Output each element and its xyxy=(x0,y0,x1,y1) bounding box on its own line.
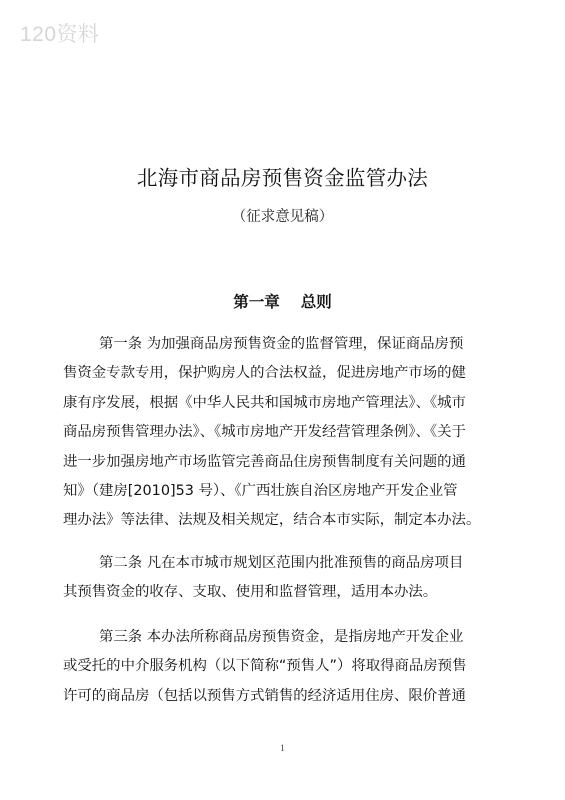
chapter-heading: 第一章 总则 xyxy=(233,293,332,311)
document-title: 北海市商品房预售资金监管办法 xyxy=(136,166,429,190)
article-line: 或受托的中介服务机构（以下简称“预售人”）将取得商品房预售 xyxy=(63,658,467,675)
article-line: 第二条 凡在本市城市规划区范围内批准预售的商品房项目 xyxy=(99,555,464,571)
article-line: 商品房预售管理办法》、《城市房地产开发经营管理条例》、《关于 xyxy=(63,424,466,441)
article-line: 第三条 本办法所称商品房预售资金，是指房地产开发企业 xyxy=(99,629,464,645)
document-subtitle: （征求意见稿） xyxy=(231,209,334,225)
article-3 xyxy=(63,623,503,711)
article-line: 进一步加强房地产市场监管完善商品住房预售制度有关问题的通 xyxy=(63,453,466,470)
page-number: 1 xyxy=(280,743,285,753)
watermark: 120资料 xyxy=(20,23,100,46)
article-1 xyxy=(63,330,503,536)
article-line: 理办法》等法律、法规及相关规定，结合本市实际，制定本办法。 xyxy=(63,512,481,529)
article-line: 许可的商品房（包括以预售方式销售的经济适用住房、限价普通 xyxy=(63,687,466,704)
article-line: 康有序发展，根据《中华人民共和国城市房地产管理法》、《城市 xyxy=(63,394,466,411)
article-2 xyxy=(63,549,503,608)
article-line: 其预售资金的收存、支取、使用和监督管理，适用本办法。 xyxy=(63,584,438,601)
article-line: 售资金专款专用，保护购房人的合法权益，促进房地产市场的健 xyxy=(63,365,466,382)
article-line: 知》（建房[2010]53 号）、《广西壮族自治区房地产开发企业管 xyxy=(63,482,458,499)
article-line: 第一条 为加强商品房预售资金的监督管理，保证商品房预 xyxy=(99,336,464,352)
